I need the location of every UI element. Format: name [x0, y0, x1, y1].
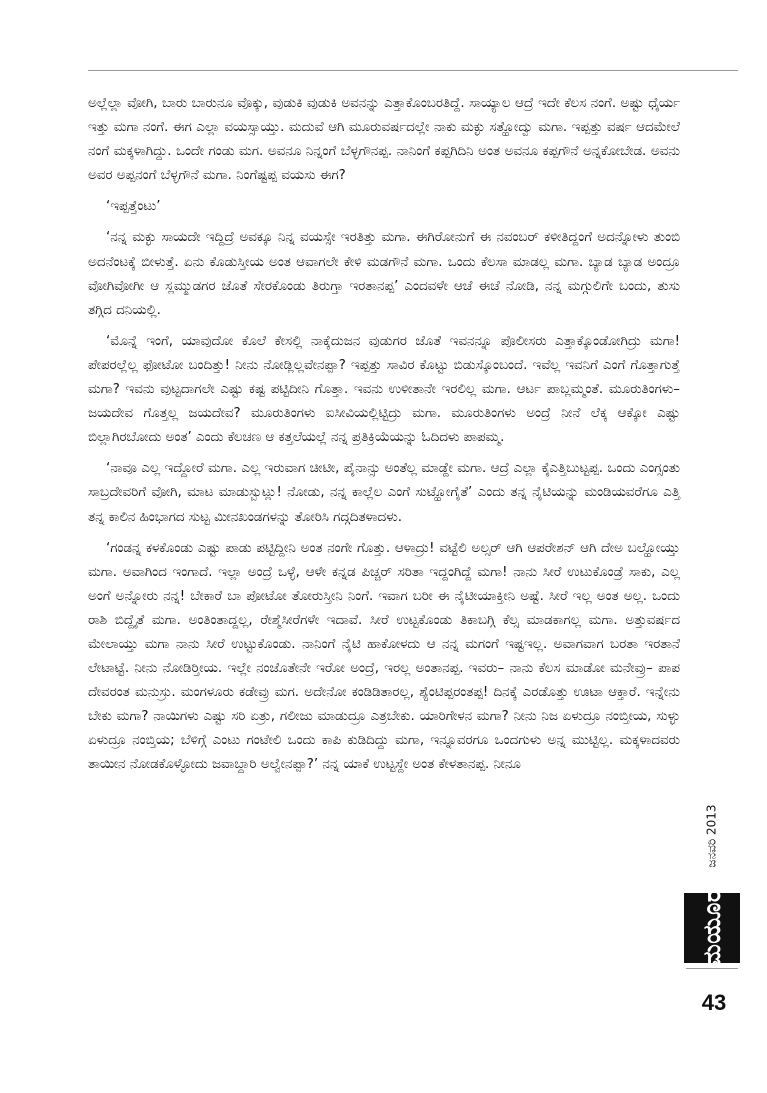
page-number: 43	[701, 990, 727, 1015]
sidebar-rule	[686, 968, 738, 969]
paragraph: ‘ನನ್ನ ಮಕ್ಳು ಸಾಯದೇ ಇದ್ದಿದ್ರೆ ಅವಕ್ಕೂ ನಿನ್ನ ವಯಸ್ಸೇ ಇರತಿತ್ತು ಮಗಾ. ಈಗಿರೋನುಗೆ ಈ ನವಂಬರ್ ಕಳೀತಿದ್ದಂಗೆ ಅದನ್ನೋಳು ತುಂಬಿ ಅದನೆಂಟಕ್ಕೆ ಬೀಳುತ್ತೆ. ಏನು ಕೊಡುಸ್ತೀಯ ಅಂತ ಆವಾಗಲೇ ಕೇಳಿ ಮಡಗೌನೆ ಮಗಾ. ಒಂದು ಕೆಲಸಾ ಮಾಡಲ್ಲ ಮಗಾ. ಬ್ಯಾಡ ಬ್ಯಾಡ ಅಂದ್ರೂ ವೋಗಿವೋಗೀ ಆ ಸ್ಲಮ್ಮುಡಗರ ಜೊತೆ ಸೇರಕೊಂಡು ತಿರುಗ್ತಾ ಇರತಾನಪ್ಪ’ ಎಂದವಳೇ ಆಚೆ ಈಚೆ ನೋಡಿ, ನನ್ನ ಮಗ್ಗುಲಿಗೇ ಬಂದು, ತುಸು ತಗ್ಗಿದ ದನಿಯಲ್ಲಿ.	[88, 230, 680, 318]
paragraph: ‘ನಾವೂ ಎಲ್ಲ ಇದ್ದೋರೆ ಮಗಾ. ಎಲ್ಲ ಇರುವಾಗ ಚೀಟೀ, ಪೈನಾನ್ಸು ಅಂತೆಲ್ಲ ಮಾಡ್ದೇ ಮಗಾ. ಆದ್ರೆ ಎಲ್ಲಾ ಕೈಎತ್ತಿಬುಟ್ಟಪ್ಪ. ಒಂದು ಎಂಗ್ಸಂತು ಸಾಬ್ರದೇವರಿಗೆ ವೋಗಿ, ಮಾಟ ಮಾಡುಸ್ಬುಟ್ಲು! ನೋಡು, ನನ್ನ ಕಾಲ್ಲೆಲ ಎಂಗೆ ಸುಟ್ಹೋಗೈತೆ’ ಎಂದು ತನ್ನ ನೈಟಿಯನ್ನು ಮಂಡಿಯವರೆಗೂ ಎತ್ತಿ ತನ್ನ ಕಾಲಿನ ಹಿಂಭಾಗದ ಸುಟ್ಟ ಮೀನಖಂಡಗಳನ್ನು ತೋರಿಸಿ ಗದ್ಗದಿತಳಾದಳು.	[88, 461, 680, 525]
top-rule	[88, 70, 738, 71]
paragraph: ಅಲ್ಲೆಲ್ಲಾ ವೋಗಿ, ಬಾರು ಬಾರುನೂ ವೊಕ್ಕು, ವುಡುಕಿ ವುಡುಕಿ ಅವನನ್ನು ಎತ್ತಾಕೊಂಬರತಿದ್ದೆ. ಸಾಯ್ಯಾಲ ಆದ್ರೆ ಇದೇ ಕೆಲಸ ನಂಗೆ. ಅಷ್ಟು ಧೈರ್ಯ ಇತ್ತು ಮಗಾ ನಂಗೆ. ಈಗ ಎಲ್ಲಾ ವಯಸ್ಸಾಯ್ತು. ಮದುವೆ ಆಗಿ ಮೂರುವರ್ಷದಲ್ಲೇ ನಾಕು ಮಕ್ಳು ಸತ್ಹೋದ್ವು ಮಗಾ. ಇಪ್ಪತ್ತು ವರ್ಷ ಆದಮೇಲೆ ನಂಗೆ ಮಕ್ಕಳಾಗಿದ್ದು. ಒಂದೇ ಗಂಡು ಮಗ. ಅವನೂ ನಿನ್ನಂಗೆ ಬೆಳ್ಳಗೌನಪ್ಪ. ನಾನಿಂಗೆ ಕಪ್ಪಗಿದಿನಿ ಅಂತ ಅವನೂ ಕಪ್ಪಗೌನೆ ಅನ್ನಕೋಬೇಡ. ಅವನು ಅವರ ಅಪ್ಪನಂಗೆ ಬೆಳ್ಳಗೌನೆ ಮಗಾ. ನಿಂಗೆಷ್ಟಪ್ಪ ವಯಸು ಈಗ?	[88, 96, 680, 184]
magazine-logo	[684, 888, 740, 968]
paragraph: ‘ಮೊನ್ನೆ ಇಂಗೆ, ಯಾವುದೋ ಕೊಲೆ ಕೇಸಲ್ಲಿ ನಾಕ್ಕೆದುಜನ ವುಡುಗರ ಜೊತೆ ಇವನನ್ನೂ ಪೊಲೀಸರು ಎತ್ತಾಕ್ಕೊಂಡೋಗಿದ್ರು ಮಗಾ! ಪೇಪರಲ್ಲೆಲ್ಲ ಫೋಟೋ ಬಂದಿತ್ತು! ನೀನು ನೋಡ್ಲಿಲ್ಲವೇನಪ್ಪಾ? ಇಪ್ಪತ್ತು ಸಾವಿರ ಕೊಟ್ಟು ಬಿಡುಸ್ಕೊಂಬಂದೆ. ಇವೆಲ್ಲ ಇವನಿಗೆ ಎಂಗೆ ಗೊತ್ತಾಗುತ್ತೆ ಮಗಾ? ಇವನು ವುಟ್ಟದಾಗಲೇ ಎಷ್ಟು ಕಷ್ಟ ಪಟ್ಟಿದೀನಿ ಗೊತ್ತಾ. ಇವನು ಉಳೀತಾನೇ ಇರಲಿಲ್ಲ ಮಗಾ. ಆರ್ಟ ಪಾಬ್ಲಮ್ಮಂತೆ. ಮೂರುತಿಂಗಳು– ಜಯದೇವ ಗೊತ್ತಲ್ಲ ಜಯದೇವ? ಮೂರುತಿಂಗಳು ಐಸೀವಿಯಲ್ಲಿಟ್ಟಿದ್ರು ಮಗಾ. ಮೂರುತಿಂಗಳು ಅಂದ್ರೆ ನೀನೆ ಲೆಕ್ಕ ಆಕ್ಕೋ ಎಷ್ಟು ಬಿಲ್ಲಾಗಿರಬೋದು ಅಂತ’ ಎಂದು ಕೆಲಚಣ ಆ ಕತ್ತಲೆಯಲ್ಲೆ ನನ್ನ ಪ್ರತಿಕ್ರಿಯೆಯನ್ನು ಓದಿದಳು ಪಾಪಮ್ಮ.	[88, 333, 680, 446]
paragraph: ‘ಇಪ್ಪತ್ತೆಂಟು’	[106, 199, 161, 215]
article-body	[88, 92, 680, 785]
paragraph: ‘ಗಂಡನ್ನ ಕಳಕೊಂಡು ಎಷ್ಟು ಪಾಡು ಪಟ್ಟಿದ್ದೀನಿ ಅಂತ ನಂಗೇ ಗೊತ್ತು. ಆಳಾದ್ರು! ವಟ್ಟೆಲಿ ಅಲ್ಸರ್ ಆಗಿ ಆಪರೇಶನ್ ಆಗಿ ದೇಅ ಬಲ್ಹೋಯ್ತು ಮಗಾ. ಅವಾಗಿಂದ ಇಂಗಾದೆ. ಇಲ್ಲಾ ಅಂದ್ರೆ ಒಳ್ಳೆ, ಆಳೇ ಕನ್ನಡ ಪಿಚ್ಚರ್ ಸರಿತಾ ಇದ್ದಂಗಿದ್ದೆ ಮಗಾ! ನಾನು ಸೀರೆ ಉಟುಕೊಂಡ್ರೆ ಸಾಕು, ಎಲ್ಲ ಅಂಗೆ ಅನ್ನೋರು ನನ್ನ! ಬೇಕಾರೆ ಬಾ ಪೋಟೋ ತೋರುಸ್ತೀನಿ ನಿಂಗೆ. ಇವಾಗ ಬರೀ ಈ ನೈಟೀಯಾಕ್ತೀನಿ ಅಷ್ಟೆ. ಸೀರೆ ಇಲ್ಲ ಅಂತ ಅಲ್ಲ. ಒಂದು ರಾಶಿ ಬಿದ್ದೈತೆ ಮಗಾ. ಅಂತಿಂತಾದ್ದಲ್ಲ, ರೇಶ್ಮೆಸೀರೆಗಳೇ ಇದಾವೆ. ಸೀರೆ ಉಟ್ಟಕೊಂಡು ತಿಕಾಬಗ್ಗಿ ಕೆಲ್ಸ ಮಾಡಕಾಗಲ್ಲ ಮಗಾ. ಅತ್ತುವರ್ಷದ ಮೇಲಾಯ್ತು ಮಗಾ ನಾನು ಸೀರೆ ಉಟ್ಟುಕೊಂಡು. ನಾನಿಂಗೆ ನೈಟಿ ಹಾಕೋಳದು ಆ ನನ್ನ ಮಗಂಗೆ ಇಷ್ಟಇಲ್ಲ. ಅವಾಗವಾಗ ಬರತಾ ಇರತಾನೆ ಲೇಟಾಟ್ಟೆ. ನೀನು ನೋಡಿರ್‍ತೀಯ. ಇಲ್ಲೇ ನಂಜೊತೇನೇ ಇರೋ ಅಂದ್ರೆ, ಇರಲ್ಲ ಅಂತಾನಪ್ಪ. ಇವರು– ನಾನು ಕೆಲಸ ಮಾಡೋ ಮನೇವ್ರು– ಪಾಪ ದೇವರಂತ ಮನುಸ್ರು. ಮಂಗಳೂರು ಕಡೇವ್ರು ಮಗ. ಅದೇನೋ ಕಂಡಿಡಿತಾರಲ್ಲ, ಶ್ಯೆಂಟಿಪ್ಪರಂತಪ್ಪ! ದಿನಕ್ಕೆ ಎರಡೊತ್ತು ಊಟಾ ಆಕ್ತಾರೆ. ಇನ್ನೇನು ಬೇಕು ಮಗಾ? ನಾಯಿಗಳು ಎಷ್ಟು ಸರಿ ಏತ್ರು, ಗಲೀಜು ಮಾಡುದ್ರೂ ಎತ್ರಬೇಕು. ಯಾರಿಗೇಳನ ಮಗಾ? ನೀನು ನಿಜ ಏಳುದ್ರೂ ನಂಬ್ತೀಯ, ಸುಳ್ಳು ಏಳುದ್ರೂ ನಂಬ್ತಿಯ; ಬೆಳಿಗ್ಗೆ ಎಂಟು ಗಂಟೇಲಿ ಒಂದು ಕಾಪಿ ಕುಡಿದಿದ್ದು ಮಗಾ, ಇನ್ನೂವರಗೂ ಒಂದಗುಳು ಅನ್ನ ಮುಟ್ಟಿಲ್ಲ. ಮಕ್ಕಳಾದವರು ತಾಯೀನ ನೋಡಕೊಳ್ಳೋದು ಜವಾಬ್ದಾರಿ ಅಲ್ವೇನಪ್ಪಾ?’ ನನ್ನ ಯಾಕೆ ಉಟ್ಟಸ್ದೇ ಅಂತ ಕೇಳತಾನಪ್ಪ. ನೀನೂ	[88, 540, 680, 773]
issue-date-text: ಜನವರಿ 2013	[704, 804, 719, 868]
magazine-name: ಮಯೂರ	[698, 888, 726, 968]
